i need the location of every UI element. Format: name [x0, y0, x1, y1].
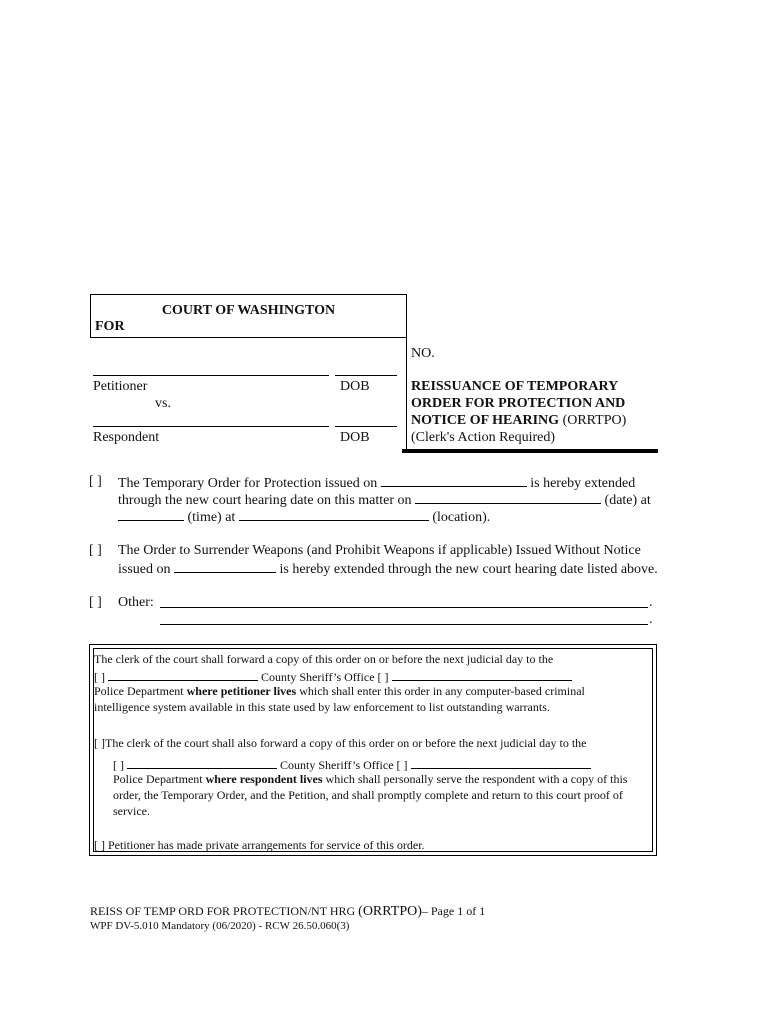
respondent-label: Respondent	[93, 430, 160, 445]
item2-checkbox[interactable]: [ ]	[89, 543, 102, 558]
clerk-p1-line1: The clerk of the court shall forward a copy of this order on or before the next judicial day to the	[94, 652, 554, 666]
petitioner-name-line[interactable]	[93, 375, 329, 376]
clerk-p1-sheriff-checkbox[interactable]: [ ]	[94, 670, 105, 684]
clerk-p2-county-field[interactable]	[127, 756, 277, 769]
footer-page-number: – Page 1 of 1	[421, 904, 486, 918]
document-title-line2: ORDER FOR PROTECTION AND	[411, 396, 626, 411]
petitioner-dob-line[interactable]	[335, 375, 397, 376]
item2-issued-date-field[interactable]	[174, 560, 276, 573]
clerk-p1-line2	[94, 668, 572, 685]
item3-checkbox[interactable]: [ ]	[89, 595, 102, 610]
item1-location-field[interactable]	[239, 508, 429, 521]
item3-end2: .	[649, 612, 653, 627]
petitioner-label: Petitioner	[93, 379, 148, 394]
clerk-p2-line3	[113, 772, 627, 787]
item2-line1: The Order to Surrender Weapons (and Prohibit Weapons if applicable) Issued Without Notice	[118, 543, 641, 558]
document-title-line3	[411, 413, 626, 429]
item3-other-line1[interactable]	[160, 607, 648, 608]
document-form-code: (ORRTPO)	[559, 413, 627, 428]
respondent-dob-label: DOB	[340, 430, 370, 445]
clerk-p2-line5: service.	[113, 804, 150, 818]
caption-divider	[406, 338, 407, 450]
item3-end1: .	[649, 595, 653, 610]
document-title-line1: REISSUANCE OF TEMPORARY	[411, 379, 619, 394]
item1-text-d: (date) at	[604, 493, 651, 508]
clerk-p2-sheriff-label: County Sheriff’s Office	[280, 758, 394, 772]
item2-text-b: is hereby extended through the new court hearing date listed above.	[279, 562, 658, 577]
clerk-p2-line1: [ ]The clerk of the court shall also forward a copy of this order on or before the next judicial day to the	[94, 736, 587, 750]
clerk-p1-police-checkbox[interactable]: [ ]	[377, 670, 389, 684]
clerk-p2-police-checkbox[interactable]: [ ]	[396, 758, 408, 772]
clerk-p3-private-service[interactable]: [ ] Petitioner has made private arrangements for service of this order.	[94, 838, 425, 852]
item1-text-b: is hereby extended	[530, 476, 636, 491]
clerk-p2-police-label: Police Department	[113, 772, 206, 786]
clerk-p2-respondent-emphasis: where respondent lives	[205, 772, 323, 786]
item1-line2	[118, 491, 651, 509]
document-title-line4: (Clerk's Action Required)	[411, 430, 556, 445]
clerk-p1-line3	[94, 684, 585, 699]
clerk-p1-line3-rest: which shall enter this order in any computer-based criminal	[296, 684, 585, 698]
clerk-p2-line2	[113, 756, 591, 773]
vs-label: vs.	[155, 396, 171, 411]
clerk-p2-line4: order, the Temporary Order, and the Petition, and shall promptly complete and return to this court proof of	[113, 788, 623, 802]
item1-text-c: through the new court hearing date on this matter on	[118, 493, 412, 508]
item1-text-a: The Temporary Order for Protection issued on	[118, 476, 378, 491]
respondent-name-line[interactable]	[93, 426, 329, 427]
caption-rule	[402, 449, 658, 453]
item1-hearing-date-field[interactable]	[415, 491, 601, 504]
respondent-dob-line[interactable]	[335, 426, 397, 427]
clerk-p1-line4: intelligence system available in this state used by law enforcement to list outstanding warrants.	[94, 700, 550, 714]
clerk-p2-line3-rest: which shall personally serve the respondent with a copy of this	[322, 772, 628, 786]
item2-text-a: issued on	[118, 562, 171, 577]
footer-form-title	[90, 904, 485, 920]
document-title-notice: NOTICE OF HEARING	[411, 413, 560, 428]
clerk-p1-police-field[interactable]	[392, 668, 572, 681]
item1-checkbox[interactable]: [ ]	[89, 474, 102, 489]
item3-other-label: Other:	[118, 595, 154, 610]
item3-other-line2[interactable]	[160, 624, 648, 625]
court-title: COURT OF WASHINGTON	[161, 303, 336, 318]
clerk-p1-sheriff-label: County Sheriff’s Office	[261, 670, 375, 684]
item1-line1	[118, 474, 635, 492]
footer-form-reference: WPF DV-5.010 Mandatory (06/2020) - RCW 26.50.060(3)	[90, 920, 350, 932]
item1-line3	[118, 508, 490, 526]
item1-text-e: (time) at	[187, 510, 236, 525]
item1-issued-date-field[interactable]	[381, 474, 527, 487]
clerk-p1-police-label: Police Department	[94, 684, 187, 698]
item1-text-f: (location).	[432, 510, 491, 525]
footer-title-text: REISS OF TEMP ORD FOR PROTECTION/NT HRG	[90, 904, 359, 918]
for-label: FOR	[95, 319, 125, 334]
item1-time-field[interactable]	[118, 508, 184, 521]
case-number-label: NO.	[411, 346, 435, 361]
footer-form-code: (ORRTPO)	[358, 904, 422, 919]
item2-line2	[118, 560, 658, 578]
court-caption-box	[90, 294, 407, 338]
clerk-p1-petitioner-emphasis: where petitioner lives	[186, 684, 297, 698]
clerk-p1-county-field[interactable]	[108, 668, 258, 681]
petitioner-dob-label: DOB	[340, 379, 370, 394]
clerk-p2-police-field[interactable]	[411, 756, 591, 769]
clerk-p2-sheriff-checkbox[interactable]: [ ]	[113, 758, 124, 772]
